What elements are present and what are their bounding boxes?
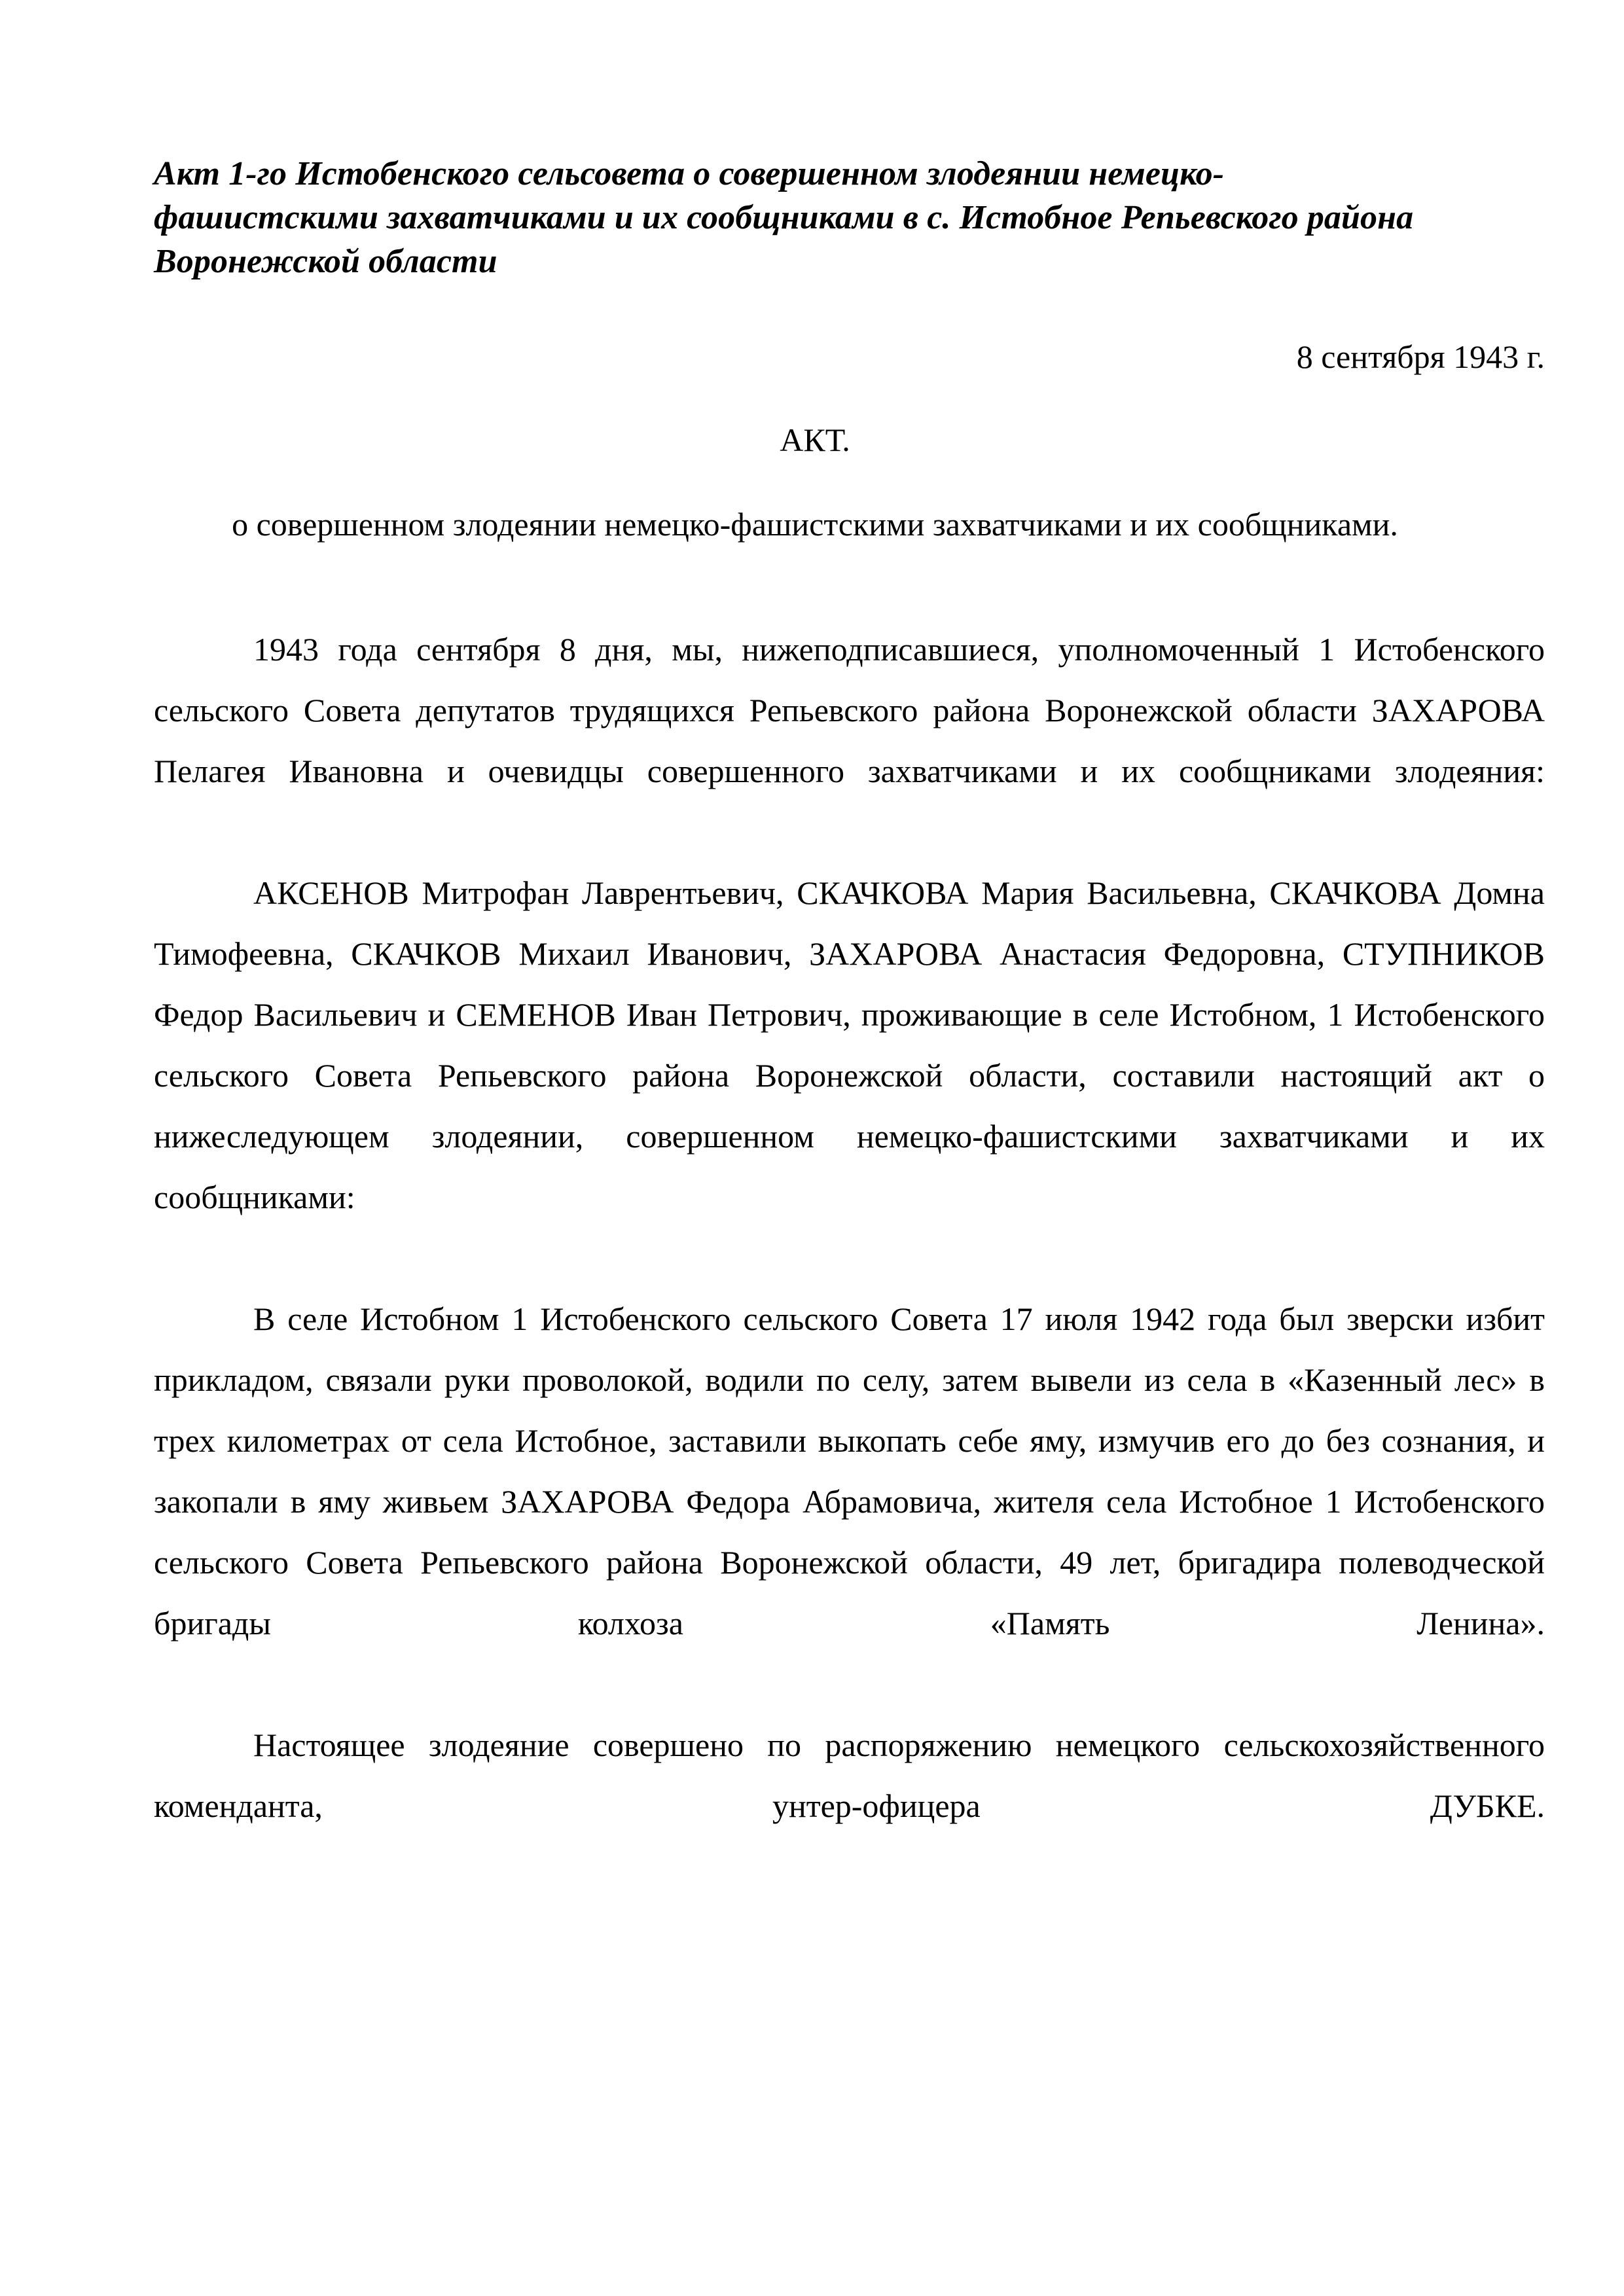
act-heading: АКТ. <box>780 422 850 459</box>
document-body <box>154 556 1545 1897</box>
document-content <box>154 0 1545 1897</box>
body-paragraph: Настоящее злодеяние совершено по распоряжению немецкого сельскохозяйственного коменданта, унтер-офицера ДУБКЕ. <box>154 1727 1545 1825</box>
act-subtitle: о совершенном злодеянии немецко-фашистскими захватчиками и их сообщниками. <box>232 506 1398 543</box>
body-paragraph: 1943 года сентября 8 дня, мы, нижеподписавшиеся, уполномоченный 1 Истобенского сельского Совета депутатов трудящихся Репьевского района Воронежской области ЗАХАРОВА Пелагея Ивановна и очевидцы совершенного захватчиками и их сообщниками злодеяния: <box>154 631 1545 790</box>
document-date: 8 сентября 1943 г. <box>1296 338 1545 376</box>
document-title: Акт 1-го Истобенского сельсовета о совершенном злодеянии немецко-фашистскими захватчиками и их сообщниками в с. Истобное Репьевского района Воронежской области <box>154 155 1414 281</box>
body-paragraph: АКСЕНОВ Митрофан Лаврентьевич, СКАЧКОВА Мария Васильевна, СКАЧКОВА Домна Тимофеевна, СКАЧКОВ Михаил Иванович, ЗАХАРОВА Анастасия Федоровна, СТУПНИКОВ Федор Васильевич и СЕМЕНОВ Иван Петрович, проживающие в селе Истобном, 1 Истобенского сельского Совета Репьевского района Воронежской области, составили настоящий акт о нижеследующем злодеянии, совершенном немецко-фашистскими захватчиками и их сообщниками: <box>154 874 1545 1216</box>
body-paragraph: В селе Истобном 1 Истобенского сельского Совета 17 июля 1942 года был зверски избит прикладом, связали руки проволокой, водили по селу, затем вывели из села в «Казенный лес» в трех километрах от села Истобное, заставили выкопать себе яму, измучив его до без сознания, и закопали в яму живьем ЗАХАРОВА Федора Абрамовича, жителя села Истобное 1 Истобенского сельского Совета Репьевского района Воронежской области, 49 лет, бригадира полеводческой бригады колхоза «Память Ленина». <box>154 1300 1545 1642</box>
